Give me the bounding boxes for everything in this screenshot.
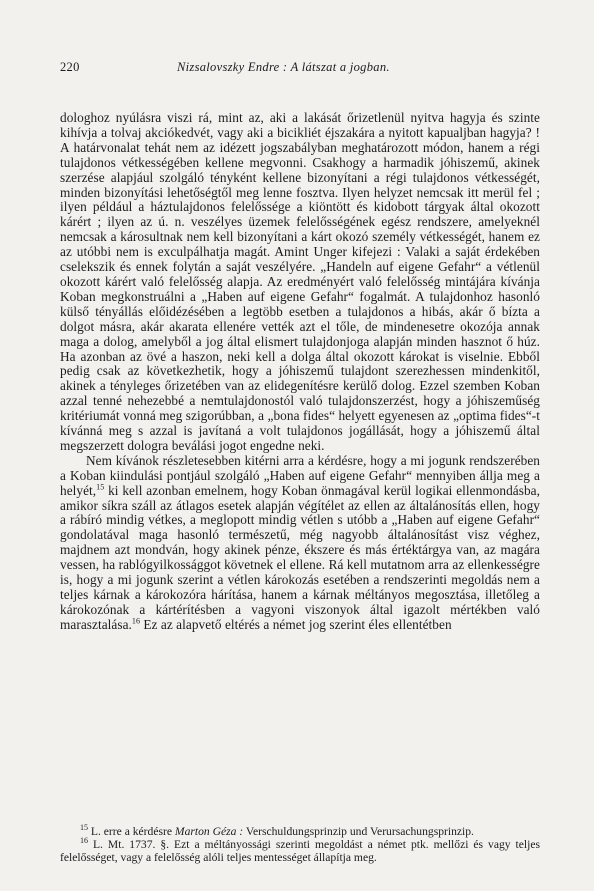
footnote-number: 15	[80, 823, 88, 833]
footnote-text: L. erre a kérdésre	[88, 825, 175, 838]
paragraph: dologhoz nyúlásra viszi rá, mint az, aki a lakását őrizetlenül nyitva hagyja és szinte kihívja a tolvaj akciókedvét, vagy aki a bicikliét éjszakára a nyitott kapualjban hagyja? ! A határvonalat tehát nem az idézett jogszabályban meghatározott módon, hanem a régi tulajdonos vétkességében kellene megvonni. Csakhogy a harmadik jóhiszemű, akinek szerzése alapjául szolgáló tényként kellene bizonyítani a régi tulajdonos vétkességét, minden bizonyítási lehetőségtől meg lenne fosztva. Ilyen helyzet nemcsak itt merül fel ; ilyen például a háztulajdonos felelőssége a kiöntött és kidobott tárgyak által okozott kárért ; ilyen az ú. n. veszélyes üzemek felelősségének egész rendszere, amelyeknél nemcsak a károsultnak nem kell bizonyítani a kárt okozó személy vétkességét, hanem ez az utóbbi nem is exculpálhatja magát. Amint Unger kifejezi : Valaki a saját érdekében cselekszik és ennek folytán a saját veszélyére. „Handeln auf eigene Gefahr“ a vétlenül okozott kárért való felelősség alapja. Az eredményért való felelősség mintájára kívánja Koban megkonstruálni a „Haben auf eigene Gefahr“ fogalmát. A tulajdonhoz hasonló külső tényállás előidézésében a legtöbb esetben a tulajdonos a hibás, akár ő bízta a dolgot másra, akár akarata ellenére vették azt el tőle, de mindenesetre okozója annak maga a dolog, amelyből a jog által elismert tulajdonjoga alapján minden hasznot ő húz. Ha azonban az övé a haszon, neki kell a dolga által okozott károkat is viselnie. Ebből pedig csak az következhetik, hogy a jóhiszemű tulajdont szerezhessen mindenkitől, akinek a tényleges őrizetében van az elidegenítésre kerülő dolog. Ezzel szemben Koban azzal tenné nehezebbé a nemtulajdonostól való tulajdonszerzést, hogy a jóhiszeműség kritériumát vonná meg szigorúbban, a „bona fides“ helyett egyenesen az „optima fides“-t kívánná meg s azzal is javítaná a volt tulajdonos jogállását, hogy a jóhiszemű által megszerzett dologra beválási jogot engedne neki.	[60, 110, 540, 453]
paragraph-text: Nem kívánok részletesebben kitérni arra a kérdésre, hogy a mi jogunk rendszerében a Koban kiindulási pontjául szolgáló „Haben auf eigene Gefahr“ mennyiben állja meg a helyét,	[60, 452, 540, 498]
page-number: 220	[60, 60, 80, 74]
footnote-ref[interactable]: 15	[96, 482, 105, 492]
footnote-text: Verschuldungsprinzip und Verursachungsprinzip.	[243, 825, 474, 838]
footnote-number: 16	[80, 836, 88, 846]
running-title: Nizsalovszky Endre : A látszat a jogban.	[177, 60, 390, 74]
body-text	[60, 111, 540, 633]
paragraph-text: Ez az alapvető eltérés a német jog szerint éles ellentétben	[140, 616, 452, 632]
footnote-author: Marton Géza :	[174, 825, 244, 838]
paragraph	[60, 454, 540, 633]
footnote	[60, 838, 540, 864]
footnote-ref[interactable]: 16	[131, 616, 141, 626]
footnote	[60, 825, 540, 838]
footnote-text: L. Mt. 1737. §. Ezt a méltányossági szerinti megoldást a német ptk. mellőzi és vagy teljes felelősséget, vagy a felelősség alóli teljes mentességet állapítja meg.	[60, 838, 540, 865]
paragraph-text: ki kell azonban emelnem, hogy Koban önmagával kerül logikai ellenmondásba, amikor síkra száll az átlagos esetek alapján végítélet az ellen az általánosítás ellen, hogy a rábíró mindig vétkes, a meglopott mindig vétlen s utóbb a „Haben auf eigene Gefahr“ gondolatával maga hasonló természetű, még nagyobb általánosítást visz véghez, majdnem azt mondván, hogy akinek pénze, ékszere és más értéktárgya van, az magára vessen, ha rablógyilkossággot követnek el ellene. Rá kell mutatnom arra az ellenkességre is, hogy a mi jogunk szerint a vétlen károkozás esetében a rendszerinti megoldás nem a teljes kárnak a károkozóra hárítása, hanem a kárnak méltányos megosztása, illetőleg a károkozónak a kártérítésben a vagyoni viszonyok által igazolt mértékben való marasztalása.	[60, 482, 540, 632]
footnotes	[60, 825, 540, 865]
